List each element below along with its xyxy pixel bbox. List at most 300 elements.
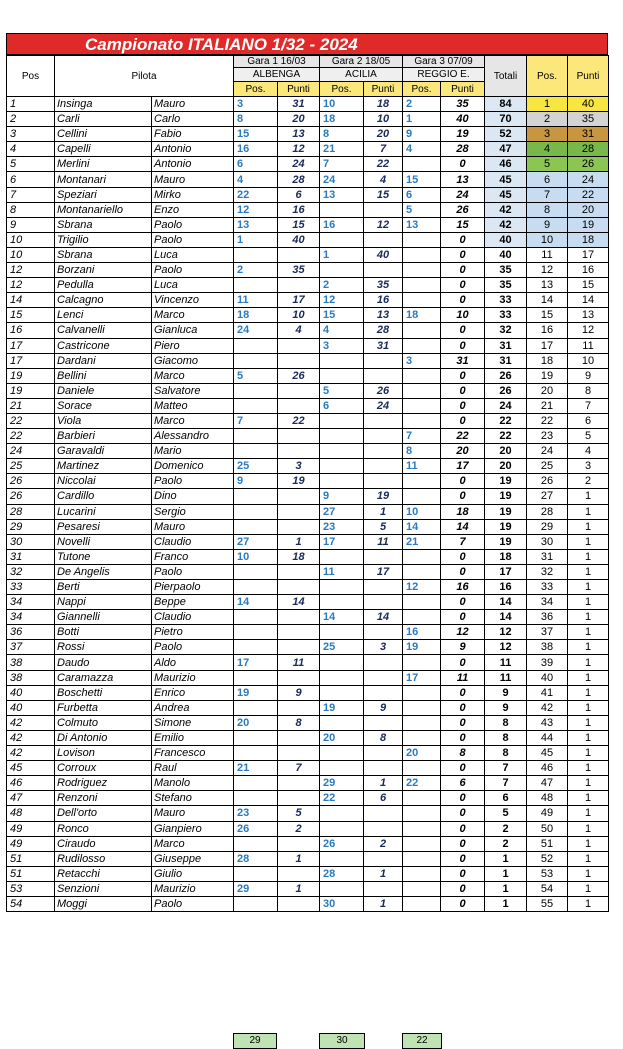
cell-surname: Niccolai (55, 474, 152, 489)
cell-gara1-punti (278, 489, 320, 504)
cell-gara2-punti: 19 (364, 489, 403, 504)
table-row (7, 791, 609, 806)
cell-totali: 31 (485, 353, 527, 368)
cell-gara1-pos (234, 866, 278, 881)
cell-gara2-pos: 25 (320, 640, 364, 655)
table-row (7, 595, 609, 610)
cell-gara3-pos (403, 278, 441, 293)
cell-gara3-punti: 14 (441, 519, 485, 534)
cell-gara2-pos (320, 851, 364, 866)
standings-table (6, 55, 609, 912)
cell-gara2-pos: 22 (320, 791, 364, 806)
cell-gara1-pos: 10 (234, 549, 278, 564)
gara1-pos-header: Pos. (234, 82, 278, 97)
cell-camp-pos: 45 (527, 746, 568, 761)
table-row (7, 534, 609, 549)
cell-gara3-pos: 7 (403, 429, 441, 444)
table-row (7, 308, 609, 323)
cell-first-name: Enrico (152, 685, 234, 700)
cell-gara2-pos (320, 580, 364, 595)
cell-gara2-pos: 26 (320, 836, 364, 851)
cell-totali: 2 (485, 821, 527, 836)
cell-gara2-punti (364, 670, 403, 685)
cell-position: 45 (7, 761, 55, 776)
cell-camp-punti: 10 (568, 353, 609, 368)
cell-gara3-punti: 0 (441, 685, 485, 700)
cell-gara3-punti: 0 (441, 655, 485, 670)
cell-gara2-pos (320, 263, 364, 278)
cell-first-name: Mirko (152, 187, 234, 202)
cell-camp-pos: 44 (527, 730, 568, 745)
cell-gara3-pos (403, 157, 441, 172)
cell-surname: Caramazza (55, 670, 152, 685)
cell-surname: Dardani (55, 353, 152, 368)
cell-gara1-pos (234, 504, 278, 519)
cell-gara2-punti (364, 444, 403, 459)
cell-gara1-punti (278, 776, 320, 791)
cell-camp-punti: 1 (568, 806, 609, 821)
cell-totali: 19 (485, 489, 527, 504)
cell-gara1-pos (234, 383, 278, 398)
cell-gara2-pos (320, 368, 364, 383)
cell-surname: Rodriguez (55, 776, 152, 791)
cell-gara2-punti: 15 (364, 187, 403, 202)
cell-first-name: Matteo (152, 398, 234, 413)
cell-first-name: Giuseppe (152, 851, 234, 866)
cell-gara3-punti: 0 (441, 806, 485, 821)
cell-totali: 9 (485, 685, 527, 700)
cell-gara2-punti (364, 413, 403, 428)
cell-gara2-punti: 1 (364, 776, 403, 791)
cell-camp-pos: 16 (527, 323, 568, 338)
cell-gara2-pos (320, 821, 364, 836)
cell-gara1-pos: 19 (234, 685, 278, 700)
cell-position: 24 (7, 444, 55, 459)
cell-gara3-pos (403, 881, 441, 896)
cell-gara3-pos (403, 866, 441, 881)
cell-gara1-punti: 7 (278, 761, 320, 776)
cell-gara3-punti: 0 (441, 564, 485, 579)
cell-gara3-pos: 6 (403, 187, 441, 202)
cell-gara2-punti: 2 (364, 836, 403, 851)
cell-camp-pos: 48 (527, 791, 568, 806)
cell-surname: Tutone (55, 549, 152, 564)
cell-totali: 19 (485, 504, 527, 519)
cell-camp-punti: 1 (568, 504, 609, 519)
gara3-punti-header: Punti (441, 82, 485, 97)
cell-totali: 40 (485, 232, 527, 247)
cell-totali: 40 (485, 247, 527, 262)
cell-position: 25 (7, 459, 55, 474)
table-row (7, 278, 609, 293)
race-participants-footer (6, 1033, 608, 1049)
cell-surname: Barbieri (55, 429, 152, 444)
cell-gara1-pos: 26 (234, 821, 278, 836)
gara3-count: 22 (402, 1033, 442, 1049)
cell-gara1-pos: 3 (234, 97, 278, 112)
cell-camp-punti: 26 (568, 157, 609, 172)
cell-gara3-pos (403, 398, 441, 413)
cell-position: 15 (7, 308, 55, 323)
cell-gara3-punti: 0 (441, 368, 485, 383)
cell-gara3-pos (403, 851, 441, 866)
cell-gara3-punti: 16 (441, 580, 485, 595)
table-row (7, 700, 609, 715)
cell-gara2-pos: 7 (320, 157, 364, 172)
cell-position: 49 (7, 821, 55, 836)
cell-gara3-pos: 4 (403, 142, 441, 157)
cell-totali: 14 (485, 595, 527, 610)
cell-surname: Pedulla (55, 278, 152, 293)
cell-camp-pos: 12 (527, 263, 568, 278)
cell-gara2-pos: 10 (320, 97, 364, 112)
cell-totali: 26 (485, 383, 527, 398)
cell-gara2-pos (320, 202, 364, 217)
cell-surname: Pesaresi (55, 519, 152, 534)
cell-first-name: Carlo (152, 112, 234, 127)
cell-surname: Senzioni (55, 881, 152, 896)
cell-camp-pos: 22 (527, 413, 568, 428)
cell-gara2-pos: 30 (320, 896, 364, 911)
cell-gara2-pos (320, 232, 364, 247)
cell-gara2-punti (364, 429, 403, 444)
cell-gara1-punti: 40 (278, 232, 320, 247)
cell-gara2-punti: 28 (364, 323, 403, 338)
cell-gara2-punti (364, 474, 403, 489)
cell-camp-punti: 1 (568, 730, 609, 745)
cell-first-name: Mauro (152, 172, 234, 187)
table-row (7, 429, 609, 444)
cell-first-name: Claudio (152, 610, 234, 625)
cell-surname: Sorace (55, 398, 152, 413)
cell-gara3-pos (403, 564, 441, 579)
cell-gara2-pos: 18 (320, 112, 364, 127)
table-row (7, 881, 609, 896)
cell-surname: Calvanelli (55, 323, 152, 338)
cell-camp-pos: 47 (527, 776, 568, 791)
table-row (7, 187, 609, 202)
cell-gara2-pos (320, 444, 364, 459)
cell-position: 46 (7, 776, 55, 791)
cell-position: 16 (7, 323, 55, 338)
cell-totali: 1 (485, 866, 527, 881)
cell-gara1-pos (234, 489, 278, 504)
cell-first-name: Simone (152, 715, 234, 730)
cell-gara1-pos: 2 (234, 263, 278, 278)
cell-position: 40 (7, 685, 55, 700)
cell-position: 17 (7, 338, 55, 353)
cell-gara3-pos: 1 (403, 112, 441, 127)
cell-camp-punti: 8 (568, 383, 609, 398)
cell-camp-pos: 55 (527, 896, 568, 911)
cell-camp-punti: 1 (568, 746, 609, 761)
cell-gara3-pos: 13 (403, 217, 441, 232)
standings-rows (7, 97, 609, 912)
cell-first-name: Paolo (152, 217, 234, 232)
cell-gara3-pos: 10 (403, 504, 441, 519)
cell-totali: 47 (485, 142, 527, 157)
cell-camp-punti: 1 (568, 640, 609, 655)
cell-camp-punti: 15 (568, 278, 609, 293)
cell-camp-pos: 32 (527, 564, 568, 579)
cell-camp-pos: 17 (527, 338, 568, 353)
cell-first-name: Marco (152, 836, 234, 851)
cell-gara3-pos (403, 263, 441, 278)
cell-gara1-punti: 13 (278, 127, 320, 142)
cell-gara2-pos: 29 (320, 776, 364, 791)
cell-gara1-pos: 8 (234, 112, 278, 127)
cell-first-name: Emilio (152, 730, 234, 745)
cell-gara2-punti: 16 (364, 293, 403, 308)
table-row (7, 489, 609, 504)
cell-camp-pos: 10 (527, 232, 568, 247)
table-row (7, 172, 609, 187)
cell-first-name: Andrea (152, 700, 234, 715)
cell-position: 53 (7, 881, 55, 896)
cell-position: 10 (7, 247, 55, 262)
cell-position: 3 (7, 127, 55, 142)
gara1-venue: ALBENGA (234, 68, 320, 82)
cell-gara1-pos: 7 (234, 413, 278, 428)
cell-first-name: Salvatore (152, 383, 234, 398)
cell-gara1-punti: 10 (278, 308, 320, 323)
cell-gara1-punti (278, 791, 320, 806)
cell-gara2-pos (320, 549, 364, 564)
cell-gara3-punti: 0 (441, 896, 485, 911)
cell-gara2-pos: 9 (320, 489, 364, 504)
cell-gara3-punti: 0 (441, 549, 485, 564)
cell-totali: 14 (485, 610, 527, 625)
cell-position: 32 (7, 564, 55, 579)
cell-gara1-pos (234, 791, 278, 806)
cell-totali: 11 (485, 670, 527, 685)
cell-camp-punti: 1 (568, 866, 609, 881)
cell-gara2-punti: 20 (364, 127, 403, 142)
cell-totali: 9 (485, 700, 527, 715)
cell-gara3-punti: 18 (441, 504, 485, 519)
cell-gara3-punti: 0 (441, 866, 485, 881)
cell-gara2-pos (320, 655, 364, 670)
cell-camp-punti: 5 (568, 429, 609, 444)
cell-totali: 18 (485, 549, 527, 564)
cell-gara1-punti (278, 700, 320, 715)
cell-gara1-pos (234, 580, 278, 595)
cell-gara3-pos: 21 (403, 534, 441, 549)
cell-gara3-punti: 0 (441, 247, 485, 262)
cell-camp-punti: 1 (568, 564, 609, 579)
cell-gara2-pos (320, 761, 364, 776)
cell-surname: Nappi (55, 595, 152, 610)
cell-camp-punti: 12 (568, 323, 609, 338)
cell-first-name: Antonio (152, 157, 234, 172)
cell-gara3-punti: 12 (441, 625, 485, 640)
cell-gara3-punti: 0 (441, 489, 485, 504)
table-row (7, 640, 609, 655)
cell-gara1-punti (278, 625, 320, 640)
cell-gara2-punti (364, 353, 403, 368)
cell-gara3-pos (403, 549, 441, 564)
cell-surname: Sbrana (55, 217, 152, 232)
cell-gara3-pos (403, 489, 441, 504)
cell-surname: Retacchi (55, 866, 152, 881)
table-row (7, 519, 609, 534)
cell-camp-pos: 14 (527, 293, 568, 308)
cell-gara1-pos (234, 429, 278, 444)
cell-camp-punti: 28 (568, 142, 609, 157)
cell-surname: Ciraudo (55, 836, 152, 851)
cell-gara3-punti: 40 (441, 112, 485, 127)
cell-camp-pos: 13 (527, 278, 568, 293)
cell-gara2-pos: 20 (320, 730, 364, 745)
cell-gara3-pos (403, 413, 441, 428)
cell-surname: Insinga (55, 97, 152, 112)
table-row (7, 398, 609, 413)
cell-surname: Moggi (55, 896, 152, 911)
cell-gara3-punti: 20 (441, 444, 485, 459)
cell-gara3-pos (403, 821, 441, 836)
cell-gara3-pos: 12 (403, 580, 441, 595)
cell-gara2-punti: 1 (364, 896, 403, 911)
cell-gara3-pos: 18 (403, 308, 441, 323)
cell-position: 14 (7, 293, 55, 308)
cell-gara1-punti (278, 429, 320, 444)
cell-surname: Berti (55, 580, 152, 595)
cell-gara2-pos (320, 715, 364, 730)
cell-camp-punti: 1 (568, 715, 609, 730)
cell-first-name: Franco (152, 549, 234, 564)
cell-gara1-punti (278, 564, 320, 579)
cell-gara3-pos: 20 (403, 746, 441, 761)
cell-gara2-punti: 8 (364, 730, 403, 745)
cell-gara1-pos (234, 625, 278, 640)
cell-camp-punti: 1 (568, 896, 609, 911)
cell-surname: Di Antonio (55, 730, 152, 745)
cell-gara3-pos (403, 610, 441, 625)
cell-position: 26 (7, 474, 55, 489)
cell-first-name: Claudio (152, 534, 234, 549)
cell-gara1-punti (278, 746, 320, 761)
cell-gara3-punti: 11 (441, 670, 485, 685)
cell-gara3-punti: 9 (441, 640, 485, 655)
cell-camp-pos: 24 (527, 444, 568, 459)
cell-totali: 12 (485, 640, 527, 655)
cell-gara2-punti: 26 (364, 383, 403, 398)
cell-gara3-pos (403, 761, 441, 776)
cell-gara1-punti (278, 247, 320, 262)
cell-gara2-punti: 3 (364, 640, 403, 655)
cell-gara3-punti: 0 (441, 881, 485, 896)
cell-position: 22 (7, 413, 55, 428)
cell-gara1-punti: 11 (278, 655, 320, 670)
cell-gara2-punti: 7 (364, 142, 403, 157)
pos-header: Pos (7, 56, 55, 97)
cell-surname: Colmuto (55, 715, 152, 730)
cell-surname: Botti (55, 625, 152, 640)
table-row (7, 247, 609, 262)
cell-first-name: Francesco (152, 746, 234, 761)
table-row (7, 580, 609, 595)
cell-gara3-pos (403, 715, 441, 730)
cell-surname: Giannelli (55, 610, 152, 625)
cell-gara3-pos (403, 685, 441, 700)
cell-gara3-pos: 16 (403, 625, 441, 640)
cell-gara3-punti: 7 (441, 534, 485, 549)
cell-gara2-punti: 24 (364, 398, 403, 413)
cell-gara2-punti (364, 368, 403, 383)
cell-first-name: Paolo (152, 474, 234, 489)
cell-gara1-punti (278, 670, 320, 685)
table-row (7, 746, 609, 761)
cell-totali: 20 (485, 459, 527, 474)
gara2-punti-header: Punti (364, 82, 403, 97)
cell-gara2-pos: 23 (320, 519, 364, 534)
cell-gara2-punti: 40 (364, 247, 403, 262)
cell-camp-pos: 36 (527, 610, 568, 625)
table-row (7, 474, 609, 489)
cell-gara1-punti (278, 866, 320, 881)
cell-position: 26 (7, 489, 55, 504)
page-title: Campionato ITALIANO 1/32 - 2024 (6, 33, 608, 55)
cell-gara2-pos: 16 (320, 217, 364, 232)
cell-gara1-pos (234, 338, 278, 353)
cell-first-name: Fabio (152, 127, 234, 142)
cell-camp-punti: 1 (568, 821, 609, 836)
cell-camp-pos: 26 (527, 474, 568, 489)
table-row (7, 776, 609, 791)
cell-gara1-punti: 4 (278, 323, 320, 338)
cell-gara2-punti (364, 655, 403, 670)
cell-totali: 1 (485, 896, 527, 911)
cell-surname: Daudo (55, 655, 152, 670)
cell-position: 21 (7, 398, 55, 413)
cell-first-name: Pierpaolo (152, 580, 234, 595)
cell-surname: Montanariello (55, 202, 152, 217)
cell-gara2-punti (364, 202, 403, 217)
camp-punti-header: Punti (568, 56, 609, 97)
cell-first-name: Piero (152, 338, 234, 353)
cell-first-name: Mauro (152, 97, 234, 112)
cell-first-name: Paolo (152, 896, 234, 911)
cell-gara2-pos (320, 746, 364, 761)
cell-totali: 8 (485, 730, 527, 745)
cell-camp-pos: 9 (527, 217, 568, 232)
cell-gara1-punti: 20 (278, 112, 320, 127)
cell-totali: 12 (485, 625, 527, 640)
cell-gara3-pos (403, 338, 441, 353)
cell-gara2-punti: 9 (364, 700, 403, 715)
cell-gara3-pos (403, 323, 441, 338)
cell-totali: 7 (485, 761, 527, 776)
cell-gara1-pos (234, 353, 278, 368)
table-row (7, 383, 609, 398)
gara3-venue: REGGIO E. (403, 68, 485, 82)
cell-gara2-punti: 31 (364, 338, 403, 353)
cell-first-name: Antonio (152, 142, 234, 157)
cell-surname: Sbrana (55, 247, 152, 262)
cell-gara2-punti (364, 625, 403, 640)
cell-gara2-punti: 22 (364, 157, 403, 172)
cell-position: 42 (7, 746, 55, 761)
cell-gara1-pos: 6 (234, 157, 278, 172)
cell-camp-punti: 1 (568, 534, 609, 549)
cell-first-name: Pietro (152, 625, 234, 640)
cell-camp-pos: 7 (527, 187, 568, 202)
cell-totali: 35 (485, 278, 527, 293)
cell-gara3-punti: 6 (441, 776, 485, 791)
cell-gara3-punti: 0 (441, 836, 485, 851)
cell-gara1-punti: 1 (278, 881, 320, 896)
cell-gara2-punti: 1 (364, 504, 403, 519)
